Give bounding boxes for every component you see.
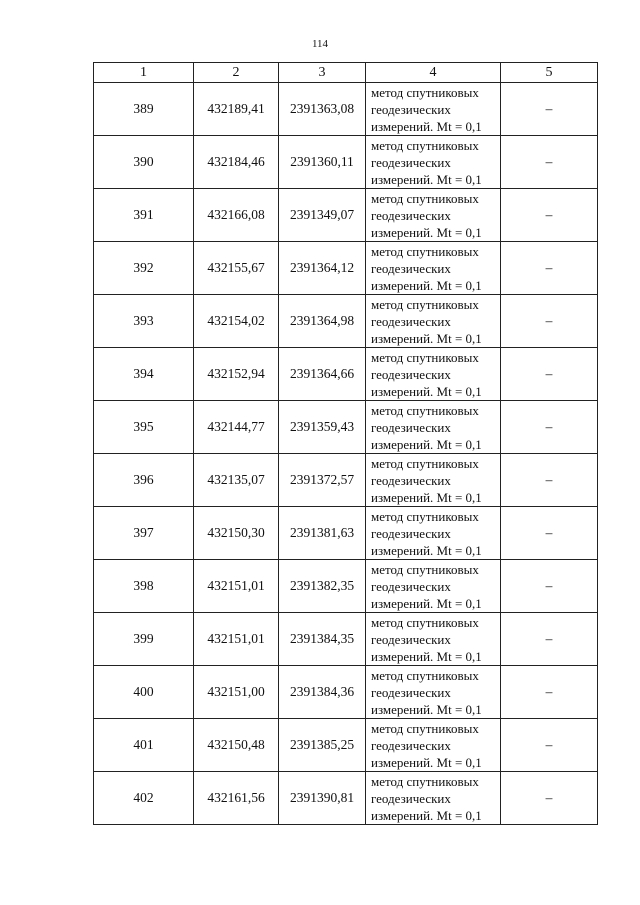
method-cell: метод спутниковых геодезических измерений. Mt = 0,1 (366, 507, 501, 560)
y-coordinate-cell: 2391359,43 (279, 401, 366, 454)
note-cell: – (501, 348, 598, 401)
table-body (94, 83, 598, 825)
y-coordinate-cell: 2391360,11 (279, 136, 366, 189)
y-coordinate-cell: 2391384,36 (279, 666, 366, 719)
table-row (94, 136, 598, 189)
x-coordinate-cell: 432150,30 (194, 507, 279, 560)
x-coordinate-cell: 432154,02 (194, 295, 279, 348)
table-row (94, 772, 598, 825)
x-coordinate-cell: 432151,01 (194, 560, 279, 613)
header-row (94, 63, 598, 83)
page-number: 114 (311, 38, 329, 50)
y-coordinate-cell: 2391364,12 (279, 242, 366, 295)
column-header-1: 1 (94, 63, 194, 83)
method-cell: метод спутниковых геодезических измерений. Mt = 0,1 (366, 83, 501, 136)
note-cell: – (501, 83, 598, 136)
y-coordinate-cell: 2391382,35 (279, 560, 366, 613)
y-coordinate-cell: 2391372,57 (279, 454, 366, 507)
x-coordinate-cell: 432189,41 (194, 83, 279, 136)
column-header-2: 2 (194, 63, 279, 83)
method-cell: метод спутниковых геодезических измерений. Mt = 0,1 (366, 401, 501, 454)
point-number-cell: 397 (94, 507, 194, 560)
method-cell: метод спутниковых геодезических измерений. Mt = 0,1 (366, 613, 501, 666)
note-cell: – (501, 507, 598, 560)
point-number-cell: 395 (94, 401, 194, 454)
table-row (94, 189, 598, 242)
method-cell: метод спутниковых геодезических измерений. Mt = 0,1 (366, 719, 501, 772)
y-coordinate-cell: 2391364,66 (279, 348, 366, 401)
table-row (94, 507, 598, 560)
method-cell: метод спутниковых геодезических измерений. Mt = 0,1 (366, 454, 501, 507)
table-row (94, 666, 598, 719)
x-coordinate-cell: 432161,56 (194, 772, 279, 825)
y-coordinate-cell: 2391385,25 (279, 719, 366, 772)
x-coordinate-cell: 432152,94 (194, 348, 279, 401)
point-number-cell: 401 (94, 719, 194, 772)
x-coordinate-cell: 432166,08 (194, 189, 279, 242)
table-row (94, 613, 598, 666)
y-coordinate-cell: 2391384,35 (279, 613, 366, 666)
note-cell: – (501, 772, 598, 825)
note-cell: – (501, 136, 598, 189)
note-cell: – (501, 666, 598, 719)
note-cell: – (501, 454, 598, 507)
x-coordinate-cell: 432135,07 (194, 454, 279, 507)
point-number-cell: 391 (94, 189, 194, 242)
table-row (94, 560, 598, 613)
column-header-5: 5 (501, 63, 598, 83)
column-header-3: 3 (279, 63, 366, 83)
table-row (94, 242, 598, 295)
x-coordinate-cell: 432150,48 (194, 719, 279, 772)
method-cell: метод спутниковых геодезических измерений. Mt = 0,1 (366, 348, 501, 401)
x-coordinate-cell: 432144,77 (194, 401, 279, 454)
method-cell: метод спутниковых геодезических измерений. Mt = 0,1 (366, 295, 501, 348)
point-number-cell: 396 (94, 454, 194, 507)
y-coordinate-cell: 2391363,08 (279, 83, 366, 136)
y-coordinate-cell: 2391364,98 (279, 295, 366, 348)
point-number-cell: 400 (94, 666, 194, 719)
y-coordinate-cell: 2391381,63 (279, 507, 366, 560)
point-number-cell: 390 (94, 136, 194, 189)
point-number-cell: 392 (94, 242, 194, 295)
note-cell: – (501, 719, 598, 772)
table-row (94, 719, 598, 772)
table-row (94, 401, 598, 454)
y-coordinate-cell: 2391390,81 (279, 772, 366, 825)
method-cell: метод спутниковых геодезических измерений. Mt = 0,1 (366, 242, 501, 295)
note-cell: – (501, 189, 598, 242)
method-cell: метод спутниковых геодезических измерений. Mt = 0,1 (366, 772, 501, 825)
point-number-cell: 398 (94, 560, 194, 613)
method-cell: метод спутниковых геодезических измерений. Mt = 0,1 (366, 666, 501, 719)
method-cell: метод спутниковых геодезических измерений. Mt = 0,1 (366, 189, 501, 242)
point-number-cell: 389 (94, 83, 194, 136)
table-row (94, 454, 598, 507)
table-row (94, 83, 598, 136)
y-coordinate-cell: 2391349,07 (279, 189, 366, 242)
method-cell: метод спутниковых геодезических измерений. Mt = 0,1 (366, 136, 501, 189)
note-cell: – (501, 401, 598, 454)
point-number-cell: 402 (94, 772, 194, 825)
coordinates-table (93, 62, 598, 825)
x-coordinate-cell: 432184,46 (194, 136, 279, 189)
x-coordinate-cell: 432151,00 (194, 666, 279, 719)
table-row (94, 295, 598, 348)
method-cell: метод спутниковых геодезических измерений. Mt = 0,1 (366, 560, 501, 613)
x-coordinate-cell: 432151,01 (194, 613, 279, 666)
x-coordinate-cell: 432155,67 (194, 242, 279, 295)
point-number-cell: 394 (94, 348, 194, 401)
point-number-cell: 399 (94, 613, 194, 666)
note-cell: – (501, 560, 598, 613)
note-cell: – (501, 242, 598, 295)
point-number-cell: 393 (94, 295, 194, 348)
column-header-4: 4 (366, 63, 501, 83)
table-row (94, 348, 598, 401)
note-cell: – (501, 295, 598, 348)
note-cell: – (501, 613, 598, 666)
table-header (94, 63, 598, 83)
